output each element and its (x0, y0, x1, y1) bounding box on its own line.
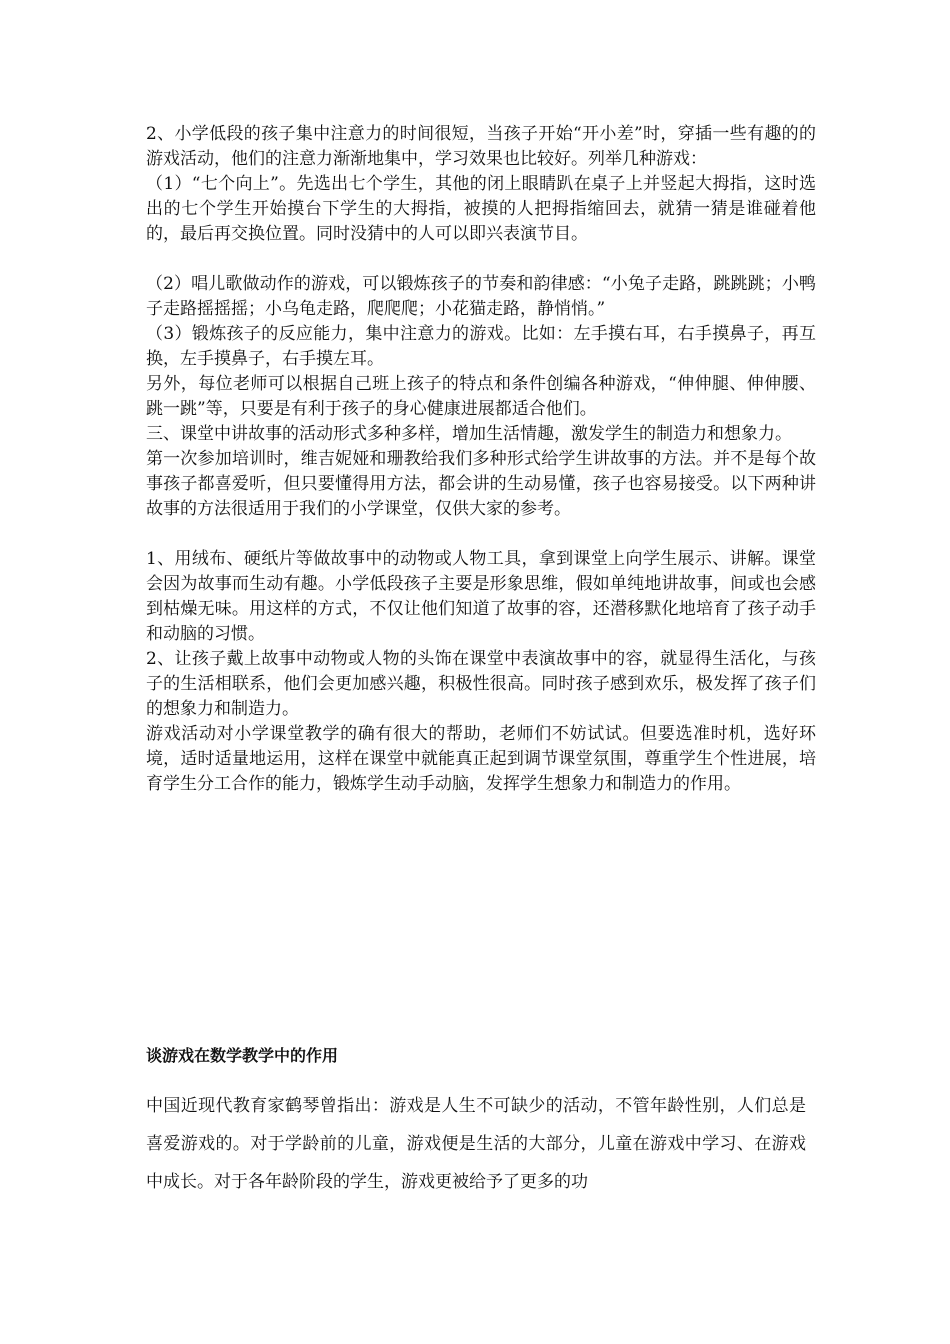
paragraph-storytelling-heading: 三、课堂中讲故事的活动形式多种多样，增加生活情趣，激发学生的制造力和想象力。 (146, 424, 792, 444)
paragraph-games-intro: 2、小学低段的孩子集中注意力的时间很短，当孩子开始“开小差”时，穿插一些有趣的的游戏活动，他们的注意力渐渐地集中，学习效果也比较好。列举几种游戏： (146, 124, 816, 169)
paragraph-game-2: （2）唱儿歌做动作的游戏，可以锻炼孩子的节奏和韵律感：“小兔子走路，跳跳跳；小鸭子走路摇摇摇；小乌龟走路，爬爬爬；小花猫走路，静悄悄。” (146, 274, 816, 319)
paragraph-game-3: （3）锻炼孩子的反应能力，集中注意力的游戏。比如：左手摸右耳，右手摸鼻子，再互换，左手摸鼻子，右手摸左耳。 (146, 324, 816, 369)
paragraph-games-other: 另外，每位老师可以根据自己班上孩子的特点和条件创编各种游戏，“伸伸腿、伸伸腰、跳一跳”等，只要是有利于孩子的身心健康进展都适合他们。 (146, 374, 816, 419)
paragraph-conclusion: 游戏活动对小学课堂教学的确有很大的帮助，老师们不妨试试。但要选准时机，选好环境，适时适量地运用，这样在课堂中就能真正起到调节课堂氛围，尊重学生个性进展，培育学生分工合作的能力，锻炼学生动手动脑，发挥学生想象力和制造力的作用。 (146, 724, 816, 794)
paragraph-math-intro: 中国近现代教育家鹤琴曾指出：游戏是人生不可缺少的活动，不管年龄性别，人们总是喜爱游戏的。对于学龄前的儿童，游戏便是生活的大部分，儿童在游戏中学习、在游戏中成长。对于各年龄阶段的学生，游戏更被给予了更多的功 (146, 1096, 806, 1192)
paragraph-story-method-2: 2、让孩子戴上故事中动物或人物的头饰在课堂中表演故事中的容，就显得生活化，与孩子的生活相联系，他们会更加感兴趣，积极性很高。同时孩子感到欢乐，极发挥了孩子们的想象力和制造力。 (146, 649, 816, 719)
paragraph-game-1: （1）“七个向上”。先选出七个学生，其他的闭上眼睛趴在桌子上并竖起大拇指，这时选出的七个学生开始摸台下学生的大拇指，被摸的人把拇指缩回去，就猜一猜是谁碰着他的，最后再交换位置。同时没猜中的人可以即兴表演节目。 (146, 174, 816, 244)
article-body-section-1 (146, 122, 816, 797)
paragraph-story-method-1: 1、用绒布、硬纸片等做故事中的动物或人物工具，拿到课堂上向学生展示、讲解。课堂会因为故事而生动有趣。小学低段孩子主要是形象思维，假如单纯地讲故事，间或也会感到枯燥无味。用这样的方式，不仅让他们知道了故事的容，还潜移默化地培育了孩子动手和动脑的习惯。 (146, 549, 816, 644)
article-title: 谈游戏在数学教学中的作用 (146, 1046, 339, 1065)
paragraph-storytelling-training: 第一次参加培训时，维吉妮娅和珊教给我们多种形式给学生讲故事的方法。并不是每个故事孩子都喜爱听，但只要懂得用方法，都会讲的生动易懂，孩子也容易接受。以下两种讲故事的方法很适用于我们的小学课堂，仅供大家的参考。 (146, 449, 816, 519)
